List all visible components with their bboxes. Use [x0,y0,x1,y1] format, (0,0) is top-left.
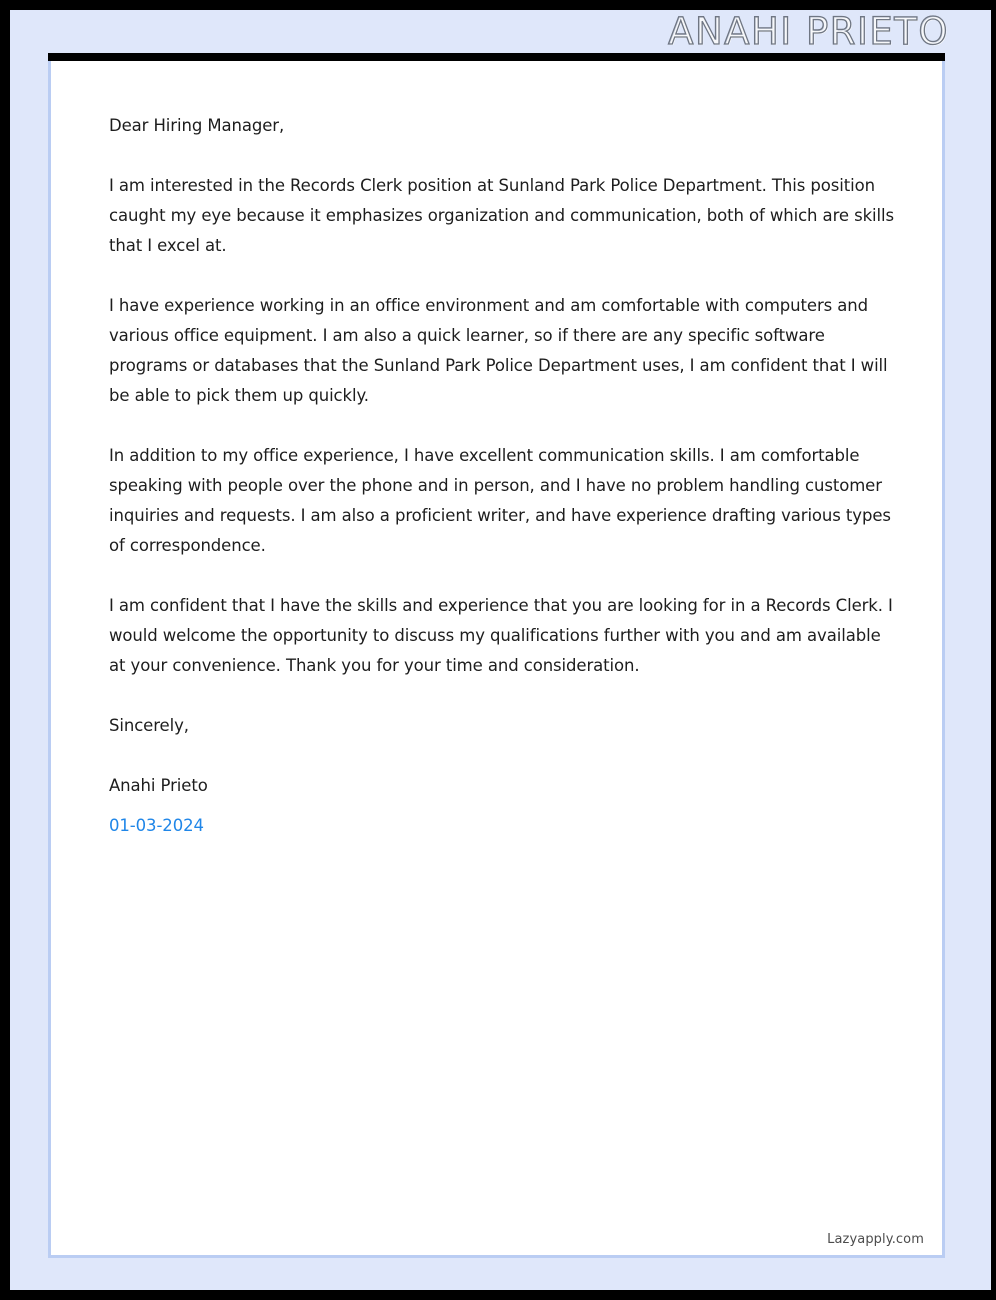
letter-paragraph-3: In addition to my office experience, I have excellent communication skills. I am comfortable speaking with people over the phone and in person, and I have no problem handling customer inquiries and requests. I am also a proficient writer, and have experience drafting various types of correspondence. [109,446,891,555]
candidate-name-heading: ANAHI PRIETO [668,10,949,53]
letter-paragraph-1: I am interested in the Records Clerk position at Sunland Park Police Department. This position caught my eye because it emphasizes organization and communication, both of which are skills that I excel at. [109,176,894,255]
header-divider-rule [48,53,945,61]
letter-paragraph-2: I have experience working in an office environment and am comfortable with computers and various office equipment. I am also a quick learner, so if there are any specific software programs or databases that the Sunland Park Police Department uses, I am confident that I will be able to pick them up quickly. [109,296,888,405]
letter-header [10,10,991,53]
letter-paragraph-4: I am confident that I have the skills and experience that you are looking for in a Records Clerk. I would welcome the opportunity to discuss my qualifications further with you and am available at your convenience. Thank you for your time and consideration. [109,596,893,675]
footer-watermark: Lazyapply.com [827,1232,924,1247]
letter-date: 01-03-2024 [109,816,204,835]
closing-line: Sincerely, [109,716,189,735]
page-surface [10,10,991,1290]
letter-card [48,61,945,1258]
letter-body [109,111,902,841]
signature-name: Anahi Prieto [109,776,208,795]
salutation: Dear Hiring Manager, [109,116,285,135]
